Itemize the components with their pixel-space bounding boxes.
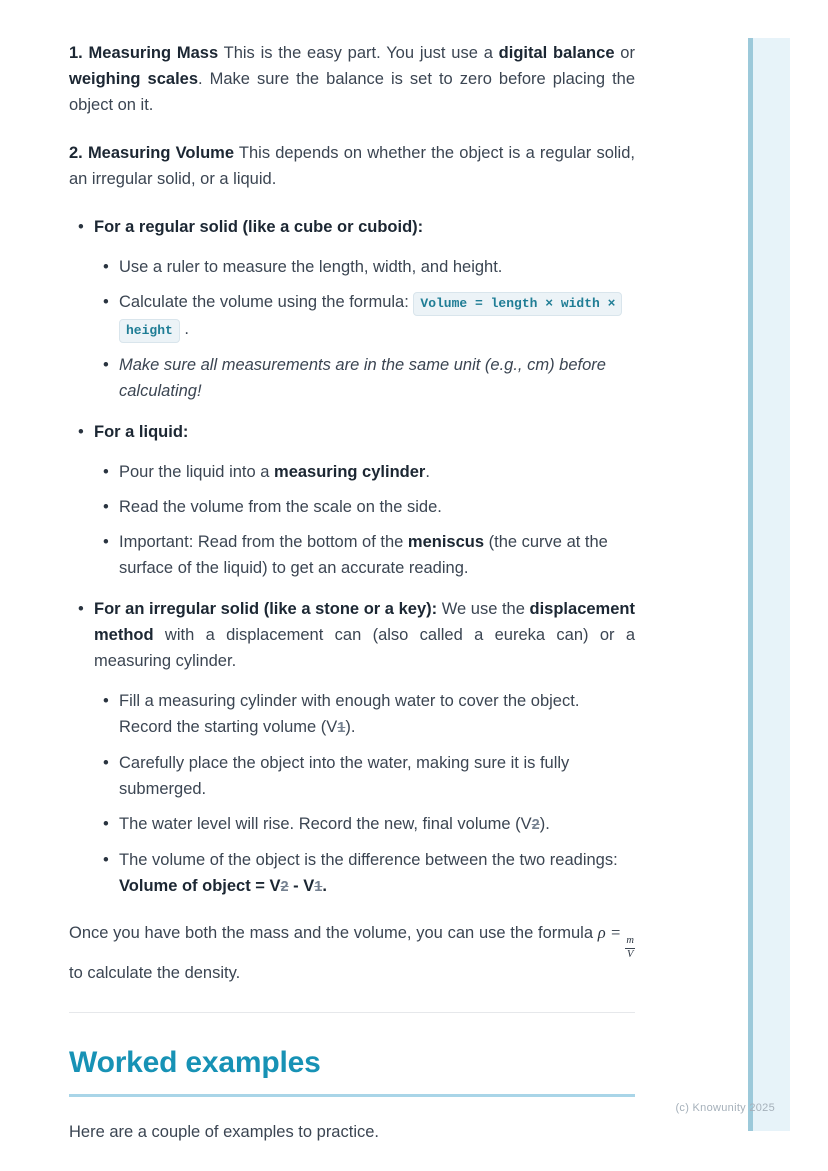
text-run: The volume of the object is the difference between the two readings: [119,851,618,869]
bold-volume-equation: Volume of object = V [119,877,281,895]
list-item-liquid [94,419,635,581]
text-run: This depends on whether the object is a regular solid, an irregular solid, or a liquid. [69,144,635,188]
text-run: Important: Read from the bottom of the [119,533,408,551]
bold-digital-balance: digital balance [498,44,615,62]
text-run: (the curve at the surface of the liquid) to get an accurate reading. [119,533,608,577]
list-item-meniscus [119,529,635,581]
bold-measuring-volume: 2. Measuring Volume [69,144,235,162]
text-run: Pour the liquid into a [119,463,275,481]
equals-sign: = [605,923,626,942]
bold-volume-equation-period: . [322,877,327,895]
list-item-fill-water [119,688,635,741]
paragraph-measuring-volume [69,140,635,192]
bold-measuring-cylinder: measuring cylinder [274,463,426,481]
bold-meniscus: meniscus [407,533,485,551]
list-item-volume-difference [119,847,635,900]
text-run: Use a ruler to measure the length, width, and height. [119,258,503,276]
text-run: . Make sure the balance is set to zero before placing the object on it. [69,70,636,114]
copyright-text: (c) Knowunity 2025 [675,1102,775,1114]
sublist-regular-solid [94,254,635,404]
sublist-liquid [94,459,635,581]
section-divider [69,1012,635,1013]
list-item-pour [119,459,635,485]
text-run: ). [345,718,356,736]
text-run: with a displacement can (also called a eureka can) or a measuring cylinder. [94,626,635,670]
subscript-v1-eq: 1 [314,879,323,895]
measurement-methods-list [69,214,635,900]
liquid-heading: For a liquid: [94,423,189,441]
text-run: This is the easy part. You just use a [218,44,499,62]
sublist-irregular-solid [94,688,635,900]
inline-code-height: height [119,319,180,343]
text-run: . [179,320,189,338]
text-run: Calculate the volume using the formula: [119,293,414,311]
inline-code-volume-formula: Volume = length × width × [413,292,622,316]
list-item-ruler [119,254,635,280]
text-run: Fill a measuring cylinder with enough water to cover the object. Record the starting volume (V [119,692,580,736]
text-run: We use the [437,600,530,618]
irregular-solid-heading: For an irregular solid (like a stone or a key): [94,600,438,618]
list-item-regular-solid [94,214,635,404]
text-run: . [425,463,430,481]
regular-solid-heading: For a regular solid (like a cube or cuboid): [94,218,424,236]
paragraph-measuring-mass [69,40,635,118]
list-item-volume-formula [119,289,635,343]
bold-weighing-scales: weighing scales [69,70,199,88]
list-item-unit-note [119,352,635,404]
bold-measuring-mass: 1. Measuring Mass [69,44,219,62]
list-item-read-scale [119,494,635,520]
rho-symbol: ρ [597,923,606,942]
list-item-water-rise [119,811,635,838]
subscript-v2-eq: 2 [280,879,289,895]
list-item-irregular-solid [94,596,635,900]
text-run: or [614,44,635,62]
fraction-denominator: V [626,948,634,960]
text-run: Carefully place the object into the water, making sure it is fully submerged. [119,754,570,798]
text-run: Once you have both the mass and the volume, you can use the formula [69,924,598,942]
italic-unit-note: Make sure all measurements are in the same unit (e.g., cm) before calculating! [119,356,606,400]
mass-over-volume-fraction [625,936,635,960]
subscript-v1: 1 [337,720,346,736]
worked-examples-heading: Worked examples [69,1045,635,1097]
document-content [69,40,635,1167]
paragraph-density-formula [69,920,635,986]
side-highlight-bar [748,38,790,1131]
text-run: ). [539,815,550,833]
fraction-numerator: m [625,936,635,949]
paragraph-practice-intro: Here are a couple of examples to practice. [69,1123,379,1141]
subscript-v2: 2 [531,817,540,833]
text-run: Read the volume from the scale on the side. [119,498,442,516]
bold-displacement-method: displacement method [94,600,635,644]
text-run: The water level will rise. Record the new, final volume (V [119,815,532,833]
bold-volume-equation-minus: - V [288,877,315,895]
text-run: to calculate the density. [69,964,241,982]
list-item-place-object [119,750,635,802]
